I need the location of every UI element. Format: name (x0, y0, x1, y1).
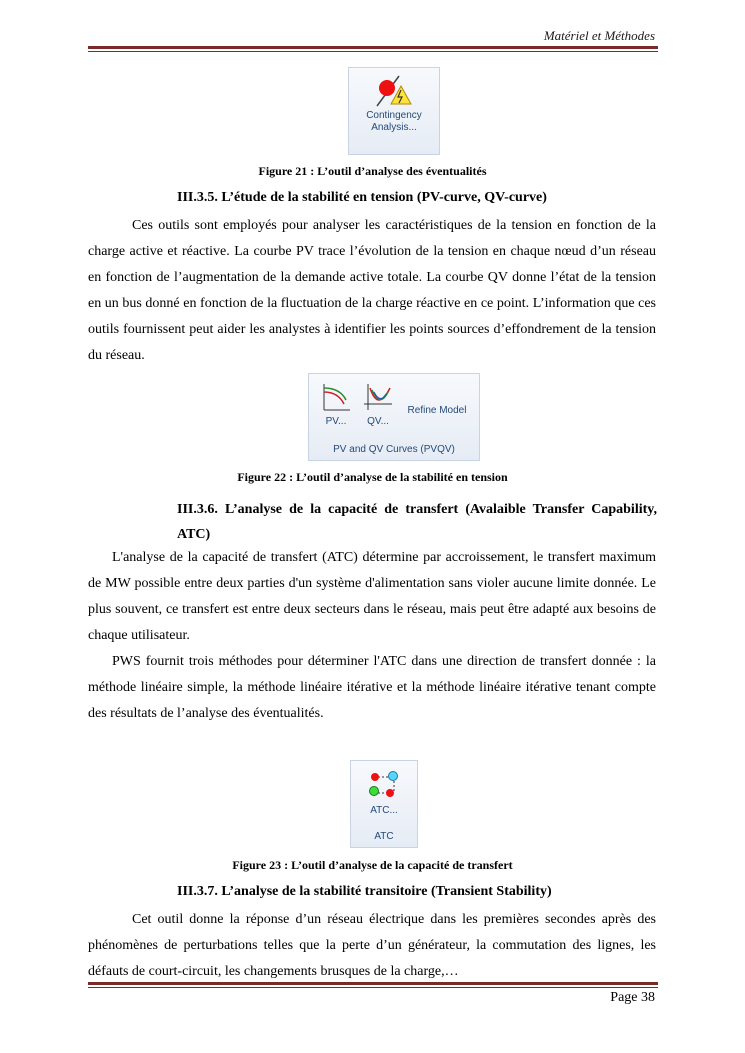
atc-group-label: ATC (374, 831, 394, 842)
section-336-paragraph-2: PWS fournit trois méthodes pour déterminer l'ATC dans une direction de transfert donnée : la méthode linéaire simple, la méthode linéaire itérative et la méthode linéaire itérative tenant compte des résultats de l’analyse des éventualités. (88, 654, 656, 721)
atc-button-label: ATC... (370, 805, 398, 816)
section-335-paragraph (88, 213, 656, 369)
contingency-label-2: Analysis... (371, 122, 417, 133)
section-337-body (88, 907, 656, 985)
qv-curve-icon (362, 382, 394, 412)
running-header: Matériel et Méthodes (543, 28, 655, 43)
figure-23-caption: Figure 23 : L’outil d’analyse de la capacité de transfert (232, 858, 513, 872)
pvqv-ribbon-group (308, 373, 480, 461)
footer-rule-thin (88, 987, 658, 988)
section-335-heading: III.3.5. L’étude de la stabilité en tension (PV-curve, QV-curve) (177, 190, 547, 205)
section-336-heading-line1: III.3.6. L’analyse de la capacité de transfert (Avalaible Transfer Capability, (177, 502, 657, 517)
pv-label: PV... (325, 416, 347, 427)
pv-button[interactable] (317, 380, 355, 430)
contingency-icon (371, 74, 417, 110)
section-335-text: Ces outils sont employés pour analyser les caractéristiques de la tension en fonction de la charge active et réactive. La courbe PV trace l’évolution de la tension en chaque nœud d’un réseau en fonction de l’augmentation de la demande active totale. La courbe QV donne l’état de la tension en un bus donné en fonction de la fluctuation de la charge réactive en ce point. L’information que ces outils fournissent peut aider les analystes à identifier les points sources d’effondrement de la tension du réseau. (88, 218, 656, 363)
section-336-body (88, 545, 656, 727)
atc-button[interactable] (355, 765, 413, 819)
section-337-heading: III.3.7. L’analyse de la stabilité transitoire (Transient Stability) (177, 884, 552, 899)
pvqv-group-label: PV and QV Curves (PVQV) (333, 444, 455, 455)
header-rule-thin (88, 51, 658, 52)
footer-rule (88, 982, 658, 985)
section-336-paragraph-1: L'analyse de la capacité de transfert (ATC) détermine par accroissement, le transfert maximum de MW possible entre deux parties d'un système d'alimentation sans violer aucune limite donnée. Le plus souvent, ce transfert est entre deux secteurs dans le réseau, mais peut être adapté aux besoins de chaque utilisateur. (88, 550, 656, 643)
header-rule (88, 46, 658, 49)
qv-button[interactable] (359, 380, 397, 430)
pv-curve-icon (320, 382, 352, 412)
contingency-label-1: Contingency (366, 110, 422, 121)
section-336-heading (177, 497, 657, 547)
page-number: Page 38 (610, 990, 655, 1005)
atc-ribbon-group (350, 760, 418, 848)
section-337-paragraph: Cet outil donne la réponse d’un réseau électrique dans les premières secondes après des phénomènes de perturbations telles que la perte d’un générateur, la commutation des lignes, les défauts de court-circuit, les changements brusques de la charge,… (88, 912, 656, 979)
atc-transfer-icon (366, 767, 402, 801)
figure-22-caption: Figure 22 : L’outil d’analyse de la stabilité en tension (237, 470, 508, 484)
figure-21-caption: Figure 21 : L’outil d’analyse des éventualités (258, 164, 487, 178)
qv-label: QV... (367, 416, 389, 427)
contingency-analysis-button[interactable] (348, 67, 440, 155)
section-336-heading-line2: ATC) (177, 527, 211, 542)
refine-model-button[interactable]: Refine Model (407, 405, 467, 416)
